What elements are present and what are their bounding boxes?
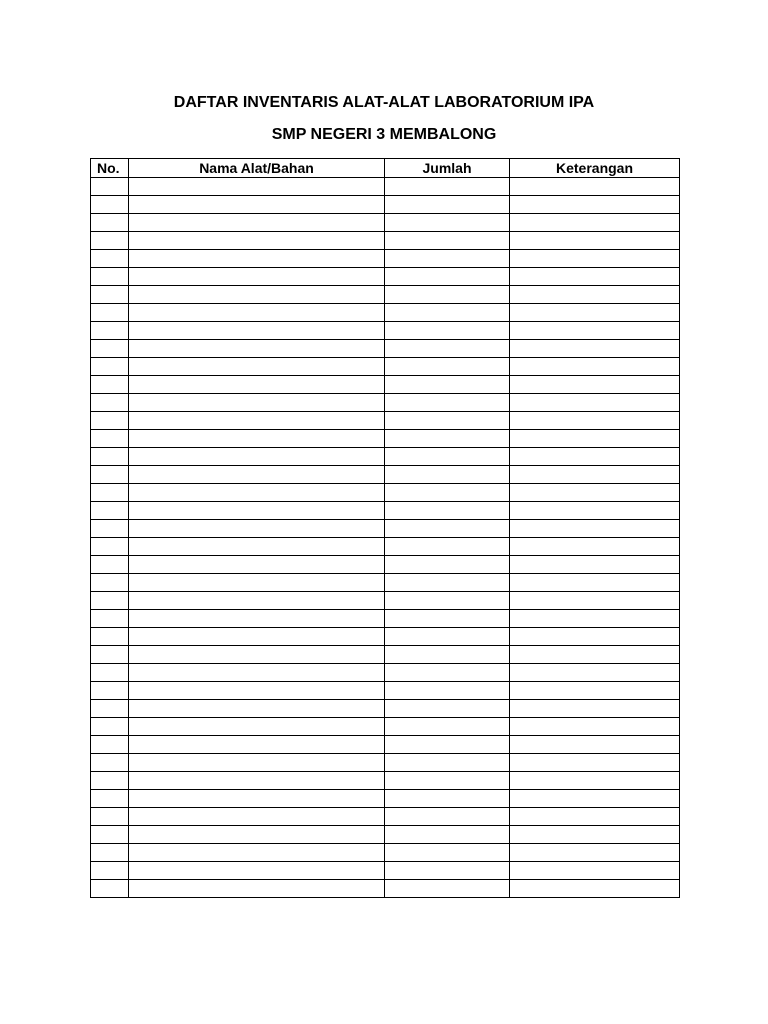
cell-jumlah [385, 502, 510, 520]
cell-nama-alat-bahan [129, 268, 385, 286]
table-row [91, 466, 680, 484]
document-subtitle: SMP NEGERI 3 MEMBALONG [271, 126, 497, 143]
cell-nama-alat-bahan [129, 232, 385, 250]
cell-nama-alat-bahan [129, 538, 385, 556]
cell-no [91, 538, 129, 556]
cell-no [91, 772, 129, 790]
cell-jumlah [385, 340, 510, 358]
cell-no [91, 610, 129, 628]
cell-nama-alat-bahan [129, 430, 385, 448]
cell-nama-alat-bahan [129, 556, 385, 574]
inventory-table [90, 158, 680, 898]
cell-jumlah [385, 628, 510, 646]
cell-no [91, 592, 129, 610]
cell-no [91, 430, 129, 448]
cell-jumlah [385, 610, 510, 628]
cell-nama-alat-bahan [129, 340, 385, 358]
cell-no [91, 556, 129, 574]
cell-jumlah [385, 268, 510, 286]
cell-no [91, 340, 129, 358]
table-row [91, 268, 680, 286]
cell-keterangan [510, 754, 680, 772]
cell-no [91, 844, 129, 862]
cell-keterangan [510, 736, 680, 754]
cell-keterangan [510, 196, 680, 214]
cell-no [91, 394, 129, 412]
cell-keterangan [510, 502, 680, 520]
cell-no [91, 808, 129, 826]
cell-no [91, 232, 129, 250]
cell-jumlah [385, 304, 510, 322]
header-keterangan: Keterangan [510, 159, 680, 178]
cell-jumlah [385, 538, 510, 556]
cell-no [91, 646, 129, 664]
cell-jumlah [385, 394, 510, 412]
table-row [91, 196, 680, 214]
table-row [91, 574, 680, 592]
table-row [91, 520, 680, 538]
cell-jumlah [385, 520, 510, 538]
cell-jumlah [385, 844, 510, 862]
cell-nama-alat-bahan [129, 214, 385, 232]
table-row [91, 592, 680, 610]
cell-jumlah [385, 448, 510, 466]
table-row [91, 736, 680, 754]
cell-keterangan [510, 556, 680, 574]
table-row [91, 700, 680, 718]
table-row [91, 682, 680, 700]
table-row [91, 430, 680, 448]
cell-nama-alat-bahan [129, 844, 385, 862]
cell-jumlah [385, 700, 510, 718]
table-row [91, 808, 680, 826]
document-title: DAFTAR INVENTARIS ALAT-ALAT LABORATORIUM IPA [173, 94, 595, 111]
cell-nama-alat-bahan [129, 682, 385, 700]
cell-nama-alat-bahan [129, 790, 385, 808]
cell-no [91, 628, 129, 646]
cell-no [91, 466, 129, 484]
cell-no [91, 826, 129, 844]
cell-no [91, 178, 129, 196]
cell-jumlah [385, 826, 510, 844]
cell-nama-alat-bahan [129, 304, 385, 322]
cell-jumlah [385, 376, 510, 394]
table-header-row [91, 159, 680, 178]
cell-keterangan [510, 232, 680, 250]
cell-nama-alat-bahan [129, 178, 385, 196]
cell-keterangan [510, 826, 680, 844]
cell-keterangan [510, 772, 680, 790]
cell-nama-alat-bahan [129, 808, 385, 826]
cell-nama-alat-bahan [129, 628, 385, 646]
table-row [91, 502, 680, 520]
cell-keterangan [510, 448, 680, 466]
cell-nama-alat-bahan [129, 448, 385, 466]
cell-keterangan [510, 340, 680, 358]
cell-nama-alat-bahan [129, 592, 385, 610]
table-row [91, 754, 680, 772]
cell-no [91, 574, 129, 592]
cell-nama-alat-bahan [129, 646, 385, 664]
cell-nama-alat-bahan [129, 412, 385, 430]
cell-no [91, 790, 129, 808]
cell-no [91, 250, 129, 268]
header-nama-alat-bahan: Nama Alat/Bahan [129, 159, 385, 178]
cell-jumlah [385, 646, 510, 664]
cell-jumlah [385, 574, 510, 592]
cell-no [91, 682, 129, 700]
cell-no [91, 322, 129, 340]
cell-keterangan [510, 880, 680, 898]
table-row [91, 610, 680, 628]
cell-no [91, 214, 129, 232]
cell-no [91, 502, 129, 520]
cell-jumlah [385, 790, 510, 808]
table-row [91, 448, 680, 466]
cell-keterangan [510, 178, 680, 196]
cell-keterangan [510, 538, 680, 556]
cell-keterangan [510, 322, 680, 340]
cell-keterangan [510, 304, 680, 322]
table-row [91, 484, 680, 502]
cell-jumlah [385, 286, 510, 304]
cell-keterangan [510, 376, 680, 394]
cell-no [91, 754, 129, 772]
cell-jumlah [385, 322, 510, 340]
cell-nama-alat-bahan [129, 520, 385, 538]
cell-keterangan [510, 700, 680, 718]
table-row [91, 340, 680, 358]
cell-no [91, 664, 129, 682]
cell-jumlah [385, 196, 510, 214]
cell-keterangan [510, 682, 680, 700]
cell-keterangan [510, 214, 680, 232]
cell-keterangan [510, 664, 680, 682]
cell-no [91, 736, 129, 754]
cell-nama-alat-bahan [129, 484, 385, 502]
cell-jumlah [385, 484, 510, 502]
table-row [91, 718, 680, 736]
cell-jumlah [385, 682, 510, 700]
cell-jumlah [385, 232, 510, 250]
table-body [91, 178, 680, 898]
cell-keterangan [510, 790, 680, 808]
cell-no [91, 286, 129, 304]
cell-nama-alat-bahan [129, 664, 385, 682]
cell-keterangan [510, 394, 680, 412]
header-no: No. [91, 159, 129, 178]
cell-no [91, 376, 129, 394]
cell-no [91, 520, 129, 538]
table-row [91, 880, 680, 898]
cell-jumlah [385, 808, 510, 826]
cell-jumlah [385, 772, 510, 790]
table-row [91, 664, 680, 682]
cell-keterangan [510, 610, 680, 628]
table-row [91, 178, 680, 196]
cell-nama-alat-bahan [129, 394, 385, 412]
table-row [91, 826, 680, 844]
table-row [91, 304, 680, 322]
table-row [91, 322, 680, 340]
cell-jumlah [385, 664, 510, 682]
cell-keterangan [510, 466, 680, 484]
cell-jumlah [385, 556, 510, 574]
cell-no [91, 268, 129, 286]
cell-nama-alat-bahan [129, 826, 385, 844]
cell-jumlah [385, 718, 510, 736]
cell-keterangan [510, 412, 680, 430]
cell-keterangan [510, 574, 680, 592]
table-row [91, 232, 680, 250]
cell-jumlah [385, 862, 510, 880]
cell-keterangan [510, 484, 680, 502]
cell-no [91, 862, 129, 880]
cell-nama-alat-bahan [129, 862, 385, 880]
cell-nama-alat-bahan [129, 376, 385, 394]
cell-keterangan [510, 430, 680, 448]
table-row [91, 358, 680, 376]
table-row [91, 286, 680, 304]
cell-keterangan [510, 628, 680, 646]
cell-nama-alat-bahan [129, 574, 385, 592]
table-row [91, 862, 680, 880]
cell-keterangan [510, 646, 680, 664]
cell-jumlah [385, 592, 510, 610]
cell-jumlah [385, 178, 510, 196]
cell-no [91, 358, 129, 376]
cell-keterangan [510, 268, 680, 286]
cell-keterangan [510, 286, 680, 304]
table-row [91, 394, 680, 412]
table-row [91, 376, 680, 394]
table-row [91, 790, 680, 808]
cell-jumlah [385, 736, 510, 754]
cell-no [91, 484, 129, 502]
table-row [91, 556, 680, 574]
cell-keterangan [510, 718, 680, 736]
cell-jumlah [385, 214, 510, 232]
table-row [91, 250, 680, 268]
cell-nama-alat-bahan [129, 502, 385, 520]
cell-jumlah [385, 880, 510, 898]
cell-nama-alat-bahan [129, 700, 385, 718]
table-row [91, 646, 680, 664]
table-row [91, 538, 680, 556]
cell-nama-alat-bahan [129, 322, 385, 340]
cell-keterangan [510, 808, 680, 826]
cell-keterangan [510, 844, 680, 862]
cell-nama-alat-bahan [129, 250, 385, 268]
cell-nama-alat-bahan [129, 286, 385, 304]
cell-jumlah [385, 250, 510, 268]
cell-jumlah [385, 430, 510, 448]
cell-jumlah [385, 754, 510, 772]
cell-keterangan [510, 358, 680, 376]
cell-nama-alat-bahan [129, 754, 385, 772]
cell-no [91, 718, 129, 736]
cell-nama-alat-bahan [129, 466, 385, 484]
table-row [91, 844, 680, 862]
cell-no [91, 412, 129, 430]
cell-nama-alat-bahan [129, 718, 385, 736]
cell-keterangan [510, 592, 680, 610]
table-row [91, 772, 680, 790]
cell-keterangan [510, 520, 680, 538]
cell-nama-alat-bahan [129, 880, 385, 898]
cell-keterangan [510, 250, 680, 268]
cell-jumlah [385, 466, 510, 484]
cell-jumlah [385, 358, 510, 376]
cell-no [91, 304, 129, 322]
cell-nama-alat-bahan [129, 736, 385, 754]
cell-jumlah [385, 412, 510, 430]
table-row [91, 214, 680, 232]
cell-keterangan [510, 862, 680, 880]
table-row [91, 412, 680, 430]
cell-nama-alat-bahan [129, 358, 385, 376]
cell-nama-alat-bahan [129, 772, 385, 790]
table-row [91, 628, 680, 646]
cell-nama-alat-bahan [129, 196, 385, 214]
cell-no [91, 196, 129, 214]
cell-no [91, 700, 129, 718]
cell-no [91, 448, 129, 466]
header-jumlah: Jumlah [385, 159, 510, 178]
cell-nama-alat-bahan [129, 610, 385, 628]
cell-no [91, 880, 129, 898]
